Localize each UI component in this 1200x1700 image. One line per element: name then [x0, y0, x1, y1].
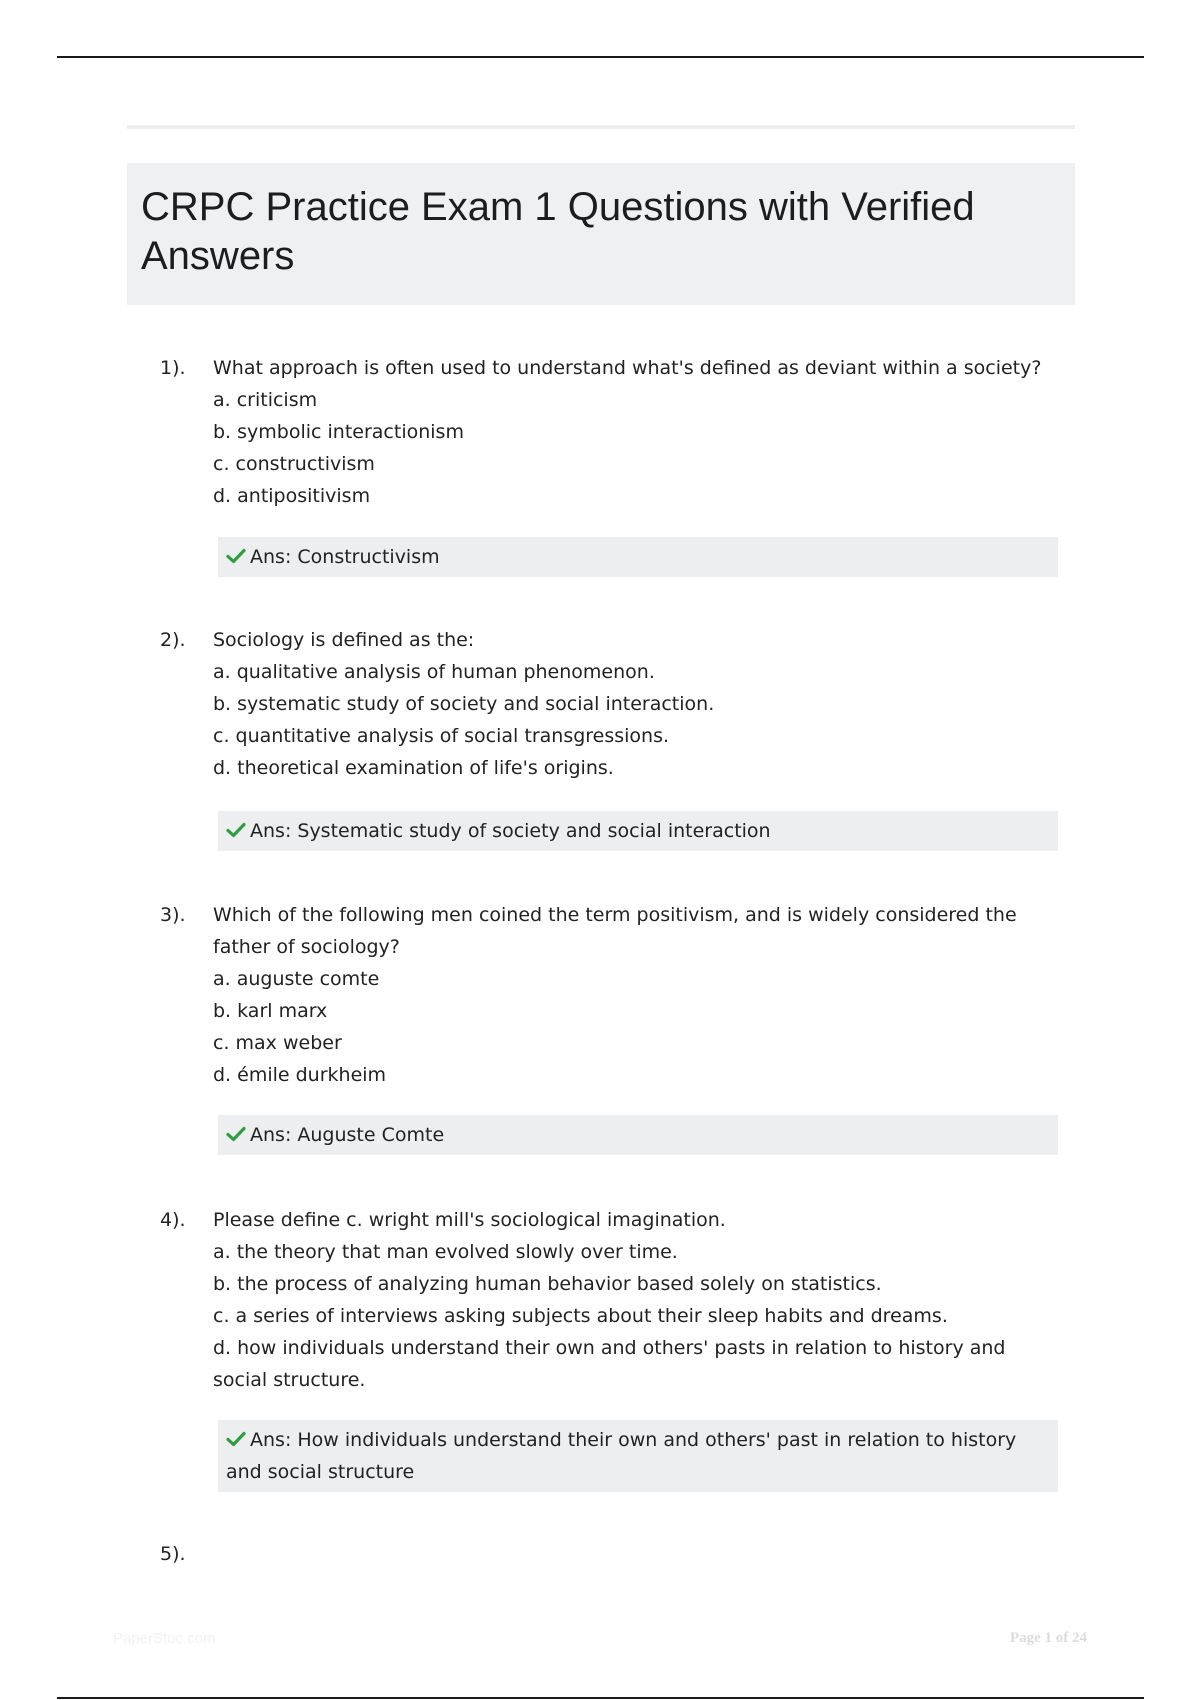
question-text: What approach is often used to understand what's defined as deviant within a society?: [213, 357, 1042, 379]
footer-watermark: PaperStoc.com: [113, 1630, 216, 1647]
option-b: b. symbolic interactionism: [213, 421, 464, 443]
question-text: Sociology is defined as the:: [213, 629, 475, 651]
answer-box-4: [218, 1420, 1058, 1492]
check-icon: [226, 822, 246, 838]
option-d: d. how individuals understand their own and others' pasts in relation to history and social structure.: [213, 1337, 1006, 1391]
header-divider: [127, 125, 1075, 129]
top-page-rule: [57, 56, 1144, 58]
question-number: 3).: [160, 904, 186, 926]
option-c: c. quantitative analysis of social transgressions.: [213, 725, 670, 747]
title-banner: [127, 163, 1075, 305]
question-number: 4).: [160, 1209, 186, 1231]
question-number: 2).: [160, 629, 186, 651]
option-c: c. max weber: [213, 1032, 342, 1054]
option-b: b. karl marx: [213, 1000, 328, 1022]
option-c: c. constructivism: [213, 453, 375, 475]
option-b: b. systematic study of society and social interaction.: [213, 693, 715, 715]
question-text: Which of the following men coined the term positivism, and is widely considered the father of sociology?: [213, 904, 1017, 958]
answer-text: Ans: Systematic study of society and social interaction: [250, 820, 771, 842]
question-text: Please define c. wright mill's sociological imagination.: [213, 1209, 726, 1231]
question-body: [213, 624, 1063, 784]
option-a: a. the theory that man evolved slowly over time.: [213, 1241, 678, 1263]
answer-text: Ans: How individuals understand their own and others' past in relation to history and social structure: [226, 1429, 1017, 1483]
answer-text: Ans: Constructivism: [250, 546, 440, 568]
page-indicator: Page 1 of 24: [1009, 1630, 1087, 1646]
check-icon: [226, 1126, 246, 1142]
option-a: a. qualitative analysis of human phenomenon.: [213, 661, 655, 683]
answer-text: Ans: Auguste Comte: [250, 1124, 445, 1146]
answer-box-1: [218, 537, 1058, 577]
page-title: CRPC Practice Exam 1 Questions with Verified Answers: [141, 185, 975, 278]
option-c: c. a series of interviews asking subjects about their sleep habits and dreams.: [213, 1305, 948, 1327]
option-a: a. criticism: [213, 389, 318, 411]
option-d: d. theoretical examination of life's origins.: [213, 757, 614, 779]
check-icon: [226, 1431, 246, 1447]
option-b: b. the process of analyzing human behavior based solely on statistics.: [213, 1273, 882, 1295]
option-d: d. antipositivism: [213, 485, 371, 507]
answer-box-3: [218, 1115, 1058, 1155]
answer-box-2: [218, 811, 1058, 851]
question-body: [213, 352, 1063, 512]
option-a: a. auguste comte: [213, 968, 380, 990]
question-body: [213, 899, 1063, 1091]
question-number: 5).: [160, 1543, 186, 1565]
bottom-page-rule: [57, 1697, 1144, 1699]
question-number: 1).: [160, 357, 186, 379]
question-body: [213, 1204, 1063, 1396]
option-d: d. émile durkheim: [213, 1064, 387, 1086]
check-icon: [226, 548, 246, 564]
